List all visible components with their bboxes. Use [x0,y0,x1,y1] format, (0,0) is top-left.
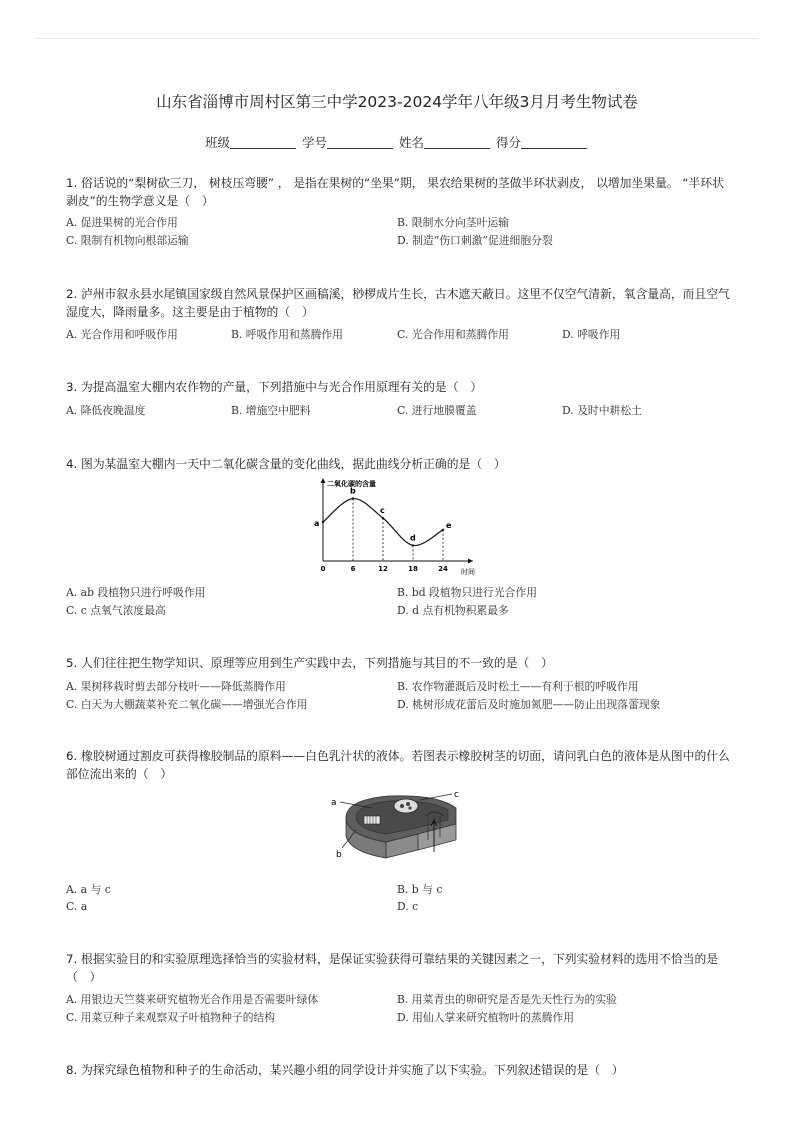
q5-option-c[interactable]: C. 白天为大棚蔬菜补充二氧化碳——增强光合作用 [66,698,308,711]
q3-option-d[interactable]: D. 及时中耕松土 [562,404,642,417]
q1-option-c[interactable]: C. 限制有机物向根部运输 [66,234,189,247]
rubber-tree-stem-figure [328,786,478,866]
y-axis-label: 二氧化碳的含量 [327,480,376,488]
q7-option-b[interactable]: B. 用菜青虫的卵研究是否是先天性行为的实验 [397,993,617,1006]
q2-option-a[interactable]: A. 光合作用和呼吸作用 [66,328,178,341]
data-point [352,497,354,499]
x-tick-label: 6 [350,565,356,573]
data-point [412,544,414,546]
q4-option-a[interactable]: A. ab 段植物只进行呼吸作用 [66,586,206,599]
q5-option-d[interactable]: D. 桃树形成花蕾后及时施加氮肥——防止出现落蕾现象 [397,698,661,711]
question-5: 5. 人们往往把生物学知识、原理等应用到生产实践中去，下列措施与其目的不一致的是（ ） [66,656,553,670]
question-6: 6. 橡胶树通过割皮可获得橡胶制品的原料——白色乳汁状的液体。若图表示橡胶树茎的切面，请问乳白色的液体是从图中的什么部位流出来的（ ） [66,749,730,781]
question-8: 8. 为探究绿色植物和种子的生命活动，某兴趣小组的同学设计并实施了以下实验。下列叙述错误的是（ ） [66,1063,624,1077]
name-label: 姓名 [398,135,424,150]
q7-option-c[interactable]: C. 用菜豆种子来观察双子叶植物种子的结构 [66,1011,276,1024]
q2-option-d[interactable]: D. 呼吸作用 [562,328,621,341]
q1-option-b[interactable]: B. 限制水分向茎叶运输 [397,216,509,229]
q4-option-b[interactable]: B. bd 段植物只进行光合作用 [397,586,538,599]
q3-option-a[interactable]: A. 降低夜晚温度 [66,404,146,417]
q5-option-a[interactable]: A. 果树移栽时剪去部分枝叶——降低蒸腾作用 [66,680,286,693]
point-label: d [410,533,416,543]
q3-option-b[interactable]: B. 增施空中肥料 [231,404,311,417]
data-point [322,521,324,523]
stem-label-b: b [336,850,342,860]
q3-option-c[interactable]: C. 进行地膜覆盖 [397,404,477,417]
x-tick-label: 24 [438,565,448,573]
point-label: b [350,486,356,496]
score-blank[interactable] [521,136,587,149]
header-rule [36,38,758,39]
q6-option-c[interactable]: C. a [66,900,88,913]
stem-label-c: c [454,790,459,800]
class-blank[interactable] [230,136,296,149]
q1-option-d[interactable]: D. 制造“伤口刺激”促进细胞分裂 [397,234,553,247]
question-3: 3. 为提高温室大棚内农作物的产量，下列措施中与光合作用原理有关的是（ ） [66,380,483,394]
q6-option-d[interactable]: D. c [397,900,419,913]
id-label: 学号 [301,135,327,150]
data-point [442,529,444,531]
student-info-row [0,133,794,151]
q4-option-d[interactable]: D. d 点有机物积累最多 [397,604,509,617]
stem-label-a: a [331,798,337,808]
name-blank[interactable] [424,136,490,149]
point-label: a [314,519,320,528]
data-point [382,517,384,519]
q1-option-a[interactable]: A. 促进果树的光合作用 [66,216,178,229]
co2-curve-chart [308,476,488,576]
x-axis-label: 时间 [461,568,475,576]
page-title: 山东省淄博市周村区第三中学2023-2024学年八年级3月月考生物试卷 [156,93,638,111]
q2-option-b[interactable]: B. 呼吸作用和蒸腾作用 [231,328,343,341]
question-4: 4. 图为某温室大棚内一天中二氧化碳含量的变化曲线，据此曲线分析正确的是（ ） [66,457,506,471]
q6-option-a[interactable]: A. a 与 c [66,883,111,896]
q2-option-c[interactable]: C. 光合作用和蒸腾作用 [397,328,509,341]
q4-option-c[interactable]: C. c 点氧气浓度最高 [66,604,166,617]
id-blank[interactable] [327,136,393,149]
q7-option-a[interactable]: A. 用银边天竺葵来研究植物光合作用是否需要叶绿体 [66,993,319,1006]
question-7: 7. 根据实验目的和实验原理选择恰当的实验材料，是保证实验获得可靠结果的关键因素之一，下列实验材料的选用不恰当的是（ ） [66,952,719,984]
x-tick-label: 0 [320,565,326,573]
q5-option-b[interactable]: B. 农作物灌溉后及时松土——有利于根的呼吸作用 [397,680,639,693]
x-tick-label: 12 [378,565,388,573]
x-axis-arrow [468,559,473,564]
question-2: 2. 泸州市叙永县水尾镇国家级自然风景保护区画稿溪，桫椤成片生长，古木遮天蔽日。这里不仅空气清新，氧含量高，而且空气湿度大，降雨量多。这主要是由于植物的（ ） [66,287,730,319]
point-label: e [446,520,452,530]
point-label: c [380,506,385,516]
score-label: 得分 [495,135,521,150]
q6-option-b[interactable]: B. b 与 c [397,883,443,896]
q7-option-d[interactable]: D. 用仙人掌来研究植物叶的蒸腾作用 [397,1011,575,1024]
question-1: 1. 俗话说的“梨树砍三刀， 树枝压弯腰” ， 是指在果树的“坐果”期， 果农给果树的茎做半环状剥皮， 以增加坐果量。 “半环状剥皮”的生物学意义是（ ） [66,176,724,208]
y-axis-arrow [321,478,326,483]
class-label: 班级 [204,135,230,150]
x-tick-label: 18 [408,565,418,573]
